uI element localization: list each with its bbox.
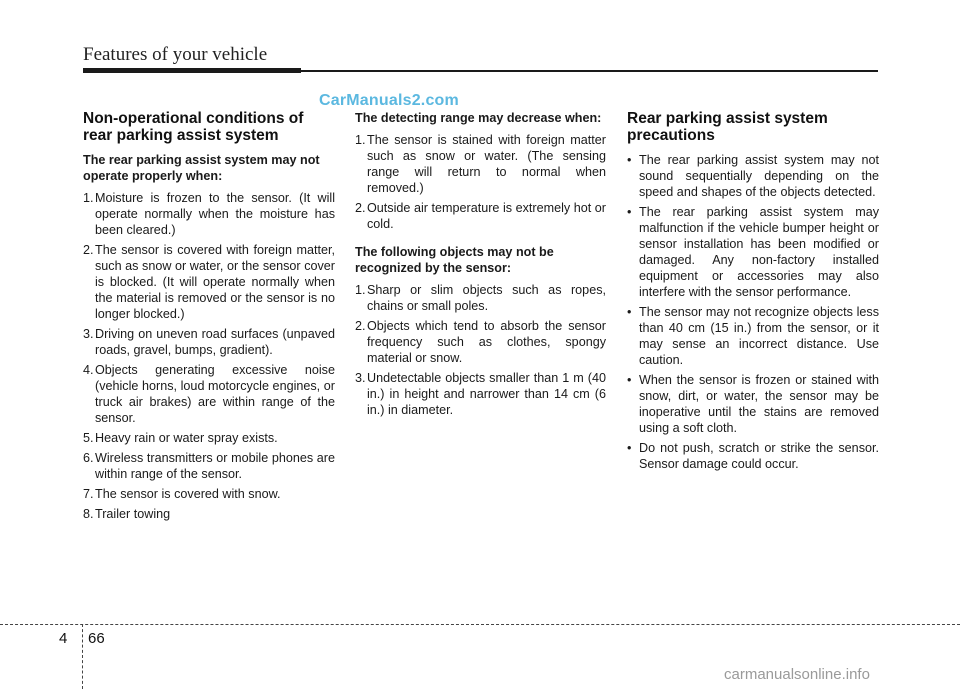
item-number: 8.	[83, 507, 94, 521]
bullet-icon: •	[627, 373, 632, 387]
header-rule-thin	[301, 70, 878, 72]
list-item	[355, 370, 606, 418]
page-number: 66	[88, 630, 105, 647]
item-number: 3.	[83, 327, 94, 341]
item-text: Sharp or slim objects such as ropes, chains or small poles.	[367, 283, 606, 313]
list-item	[83, 362, 335, 426]
list-item	[83, 506, 335, 522]
list-item	[83, 430, 335, 446]
column-detecting-range	[355, 110, 606, 430]
item-text: The sensor is stained with foreign matter such as snow or water. (The sensing range will return to normal when removed.)	[367, 133, 606, 195]
bullet-text: When the sensor is frozen or stained with snow, dirt, or water, the sensor may be inoperative until the stains are removed using a soft cloth.	[639, 373, 879, 435]
item-number: 1.	[83, 191, 94, 205]
lead-detecting-range: The detecting range may decrease when:	[355, 111, 602, 125]
bullet-text: The rear parking assist system may not sound sequentially depending on the speed and shapes of the objects detected.	[639, 153, 879, 199]
item-text: Trailer towing	[95, 507, 171, 521]
item-number: 2.	[83, 243, 94, 257]
precautions-list	[627, 152, 879, 472]
bullet-item	[627, 304, 879, 368]
conditions-list	[83, 190, 335, 522]
bullet-icon: •	[627, 441, 632, 455]
list-item	[355, 282, 606, 314]
item-number: 3.	[355, 371, 366, 385]
lead-not-recognized: The following objects may not be recognized by the sensor:	[355, 245, 554, 275]
item-text: Moisture is frozen to the sensor. (It will operate normally when the moisture has been cleared.)	[95, 191, 335, 237]
item-number: 5.	[83, 431, 94, 445]
column-non-operational-conditions	[83, 110, 335, 534]
item-text: Undetectable objects smaller than 1 m (40 in.) in height and narrower than 14 cm (6 in.) in diameter.	[367, 371, 606, 417]
list-item	[355, 318, 606, 366]
section-heading-precautions: Rear parking assist system precautions	[627, 110, 828, 144]
item-number: 4.	[83, 363, 94, 377]
footer-rule	[0, 624, 960, 625]
item-text: The sensor is covered with foreign matter, such as snow or water, or the sensor cover is blocked. (It will operate normally when the material is removed or the sensor is no longer blocked.)	[95, 243, 335, 321]
chapter-number: 4	[59, 630, 68, 647]
header-rule-thick	[83, 68, 301, 73]
list-item	[83, 190, 335, 238]
bullet-item	[627, 152, 879, 200]
list-item	[83, 486, 335, 502]
footer-divider	[82, 624, 83, 689]
detecting-range-list	[355, 132, 606, 232]
not-recognized-list	[355, 282, 606, 418]
item-number: 2.	[355, 201, 366, 215]
list-item	[83, 450, 335, 482]
bullet-text: The sensor may not recognize objects less than 40 cm (15 in.) from the sensor, or it may sense an incorrect distance. Use caution.	[639, 305, 879, 367]
item-number: 1.	[355, 133, 366, 147]
bullet-icon: •	[627, 205, 632, 219]
bullet-icon: •	[627, 153, 632, 167]
bullet-text: Do not push, scratch or strike the sensor. Sensor damage could occur.	[639, 441, 879, 471]
item-text: Outside air temperature is extremely hot or cold.	[367, 201, 606, 231]
item-text: Wireless transmitters or mobile phones are within range of the sensor.	[95, 451, 335, 481]
column-precautions	[627, 110, 879, 484]
list-item	[355, 132, 606, 196]
bullet-item	[627, 440, 879, 472]
item-text: Objects generating excessive noise (vehicle horns, loud motorcycle engines, or truck air brakes) are within range of the sensor.	[95, 363, 335, 425]
item-number: 2.	[355, 319, 366, 333]
bullet-icon: •	[627, 305, 632, 319]
watermark-bottom: carmanualsonline.info	[724, 666, 870, 683]
list-item	[83, 242, 335, 322]
bullet-item	[627, 372, 879, 436]
bullet-text: The rear parking assist system may malfunction if the vehicle bumper height or sensor installation has been modified or damaged. Any non-factory installed equipment or accessories may also interfere with the sensor performance.	[639, 205, 879, 299]
item-text: The sensor is covered with snow.	[95, 487, 281, 501]
item-number: 6.	[83, 451, 94, 465]
item-text: Objects which tend to absorb the sensor frequency such as clothes, spongy material or snow.	[367, 319, 606, 365]
item-number: 1.	[355, 283, 366, 297]
list-item	[355, 200, 606, 232]
item-text: Driving on uneven road surfaces (unpaved roads, gravel, bumps, gradient).	[95, 327, 335, 357]
item-number: 7.	[83, 487, 94, 501]
watermark-top: CarManuals2.com	[319, 92, 459, 109]
page-header-title: Features of your vehicle	[83, 44, 268, 65]
bullet-item	[627, 204, 879, 300]
item-text: Heavy rain or water spray exists.	[95, 431, 278, 445]
section-heading-non-operational: Non-operational conditions of rear parking assist system	[83, 110, 304, 144]
lead-may-not-operate: The rear parking assist system may not operate properly when:	[83, 153, 320, 183]
list-item	[83, 326, 335, 358]
